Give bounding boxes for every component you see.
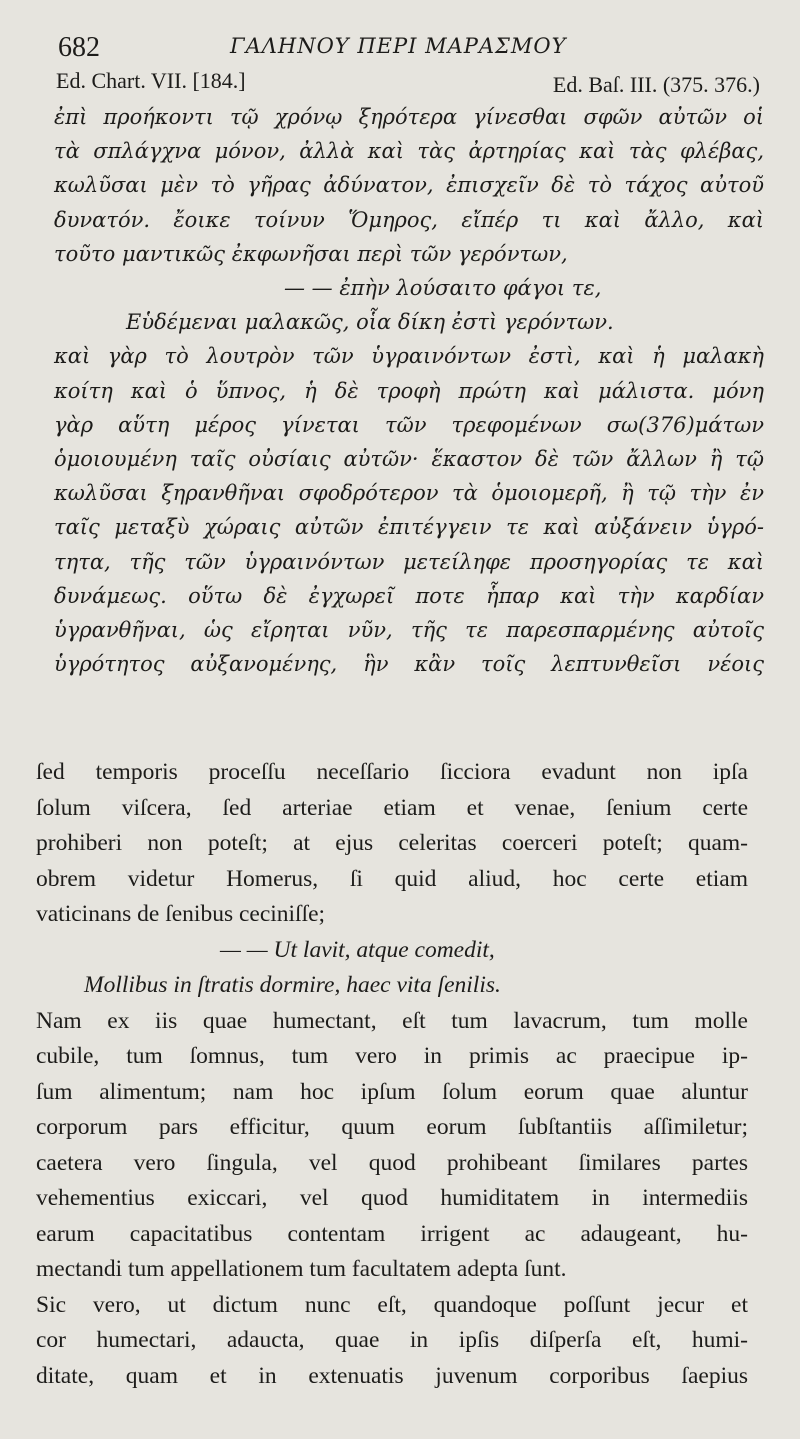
latin-verse-line: — — Ut lavit, atque comedit,	[220, 936, 495, 963]
greek-line: κωλῦσαι ξηρανθῆναι σφοδρότερον τὰ ὁμοιομερῆ, ἢ τῷ τὴν ἐν	[54, 481, 764, 506]
greek-line: ὑγρότητος αὐξανομένης, ἣν κἂν τοῖς λεπτυνθεῖσι νέοις	[54, 652, 764, 677]
greek-line: ὑγρανθῆναι, ὡς εἴρηται νῦν, τῆς τε παρεσπαρμένης αὐτοῖς	[54, 618, 764, 643]
greek-line: ἐπὶ προήκοντι τῷ χρόνῳ ξηρότερα γίνεσθαι σφῶν αὐτῶν οἱ	[54, 105, 764, 129]
greek-verse-line: — — ἐπὴν λούσαιτο φάγοι τε,	[284, 276, 602, 301]
latin-verse-line: Mollibus in ſtratis dormire, haec vita ſenilis.	[84, 972, 501, 999]
latin-line: vaticinans de ſenibus ceciniſſe;	[36, 901, 326, 928]
greek-line: ταῖς μεταξὺ χώραις αὐτῶν ἐπιτέγγειν τε καὶ αὐξάνειν ὑγρό-	[54, 515, 764, 540]
edition-chartier: Ed. Chart. VII. [184.]	[56, 68, 246, 93]
greek-line: δυνατόν. ἔοικε τοίνυν Ὅμηρος, εἴπέρ τι καὶ ἄλλο, καὶ	[54, 207, 764, 232]
running-head	[50, 30, 766, 68]
latin-line: ditate, quam et in extenuatis juvenum corporibus ſaepius	[36, 1362, 748, 1389]
page-number: 682	[58, 32, 100, 63]
greek-line: ὁμοιουμένη ταῖς οὐσίαις αὐτῶν· ἕκαστον δὲ τῶν ἄλλων ἢ τῷ	[54, 447, 764, 472]
latin-line: Sic vero, ut dictum nunc eſt, quandoque poſſunt jecur et	[36, 1291, 748, 1318]
greek-line: τὰ σπλάγχνα μόνον, ἀλλὰ καὶ τὰς ἀρτηρίας καὶ τὰς φλέβας,	[54, 139, 764, 164]
greek-line: καὶ γὰρ τὸ λουτρὸν τῶν ὑγραινόντων ἐστὶ, καὶ ἡ μαλακὴ	[54, 344, 764, 369]
latin-line: caetera vero ſingula, vel quod prohibeant ſimilares partes	[36, 1149, 748, 1176]
latin-text-block	[36, 755, 748, 1394]
greek-verse-line: Εὑδέμεναι μαλακῶς, οἷα δίκη ἐστὶ γερόντων.	[126, 310, 614, 335]
edition-basel: Ed. Baſ. III. (375. 376.)	[552, 72, 760, 97]
edition-references	[50, 68, 766, 100]
latin-line: ſum alimentum; nam hoc ipſum ſolum eorum quae aluntur	[36, 1078, 748, 1105]
greek-line: κοίτη καὶ ὁ ὕπνος, ἡ δὲ τροφὴ πρώτη καὶ μάλιστα. μόνη	[54, 378, 764, 403]
greek-line: κωλῦσαι μὲν τὸ γῆρας ἀδύνατον, ἐπισχεῖν δὲ τὸ τάχος αὐτοῦ	[54, 173, 764, 198]
latin-line: obrem videtur Homerus, ſi quid aliud, hoc certe etiam	[36, 865, 748, 892]
latin-line: corporum pars efficitur, quum eorum ſubſtantiis aſſimiletur;	[36, 1114, 748, 1141]
running-title: ΓΑΛΗΝΟΥ ΠΕΡΙ ΜΑΡΑΣΜΟΥ	[230, 34, 567, 58]
greek-text-block	[54, 100, 764, 681]
section-gap	[50, 681, 766, 755]
greek-line: γὰρ αὕτη μέρος γίνεται τῶν τρεφομένων σω(376)μάτων	[54, 412, 764, 437]
latin-line: ſed temporis proceſſu neceſſario ſicciora evadunt non ipſa	[36, 759, 748, 786]
greek-line: τοῦτο μαντικῶς ἐκφωνῆσαι περὶ τῶν γερόντων,	[54, 241, 568, 266]
latin-line: mectandi tum appellationem tum facultatem adepta ſunt.	[36, 1256, 567, 1283]
latin-line: cor humectari, adaucta, quae in ipſis diſperſa eſt, humi-	[36, 1327, 748, 1354]
greek-line: τητα, τῆς τῶν ὑγραινόντων μετείληφε προσηγορίας τε καὶ	[54, 549, 764, 574]
latin-line: ſolum viſcera, ſed arteriae etiam et venae, ſenium certe	[36, 794, 748, 821]
latin-line: earum capacitatibus contentam irrigent ac adaugeant, hu-	[36, 1220, 748, 1247]
latin-line: cubile, tum ſomnus, tum vero in primis ac praecipue ip-	[36, 1043, 748, 1070]
latin-line: Nam ex iis quae humectant, eſt tum lavacrum, tum molle	[36, 1007, 748, 1034]
latin-line: prohiberi non poteſt; at ejus celeritas coerceri poteſt; quam-	[36, 830, 748, 857]
greek-line: δυνάμεως. οὕτω δὲ ἐγχωρεῖ ποτε ἧπαρ καὶ τὴν καρδίαν	[54, 583, 764, 608]
latin-line: vehementius exiccari, vel quod humiditatem in intermediis	[36, 1185, 748, 1212]
